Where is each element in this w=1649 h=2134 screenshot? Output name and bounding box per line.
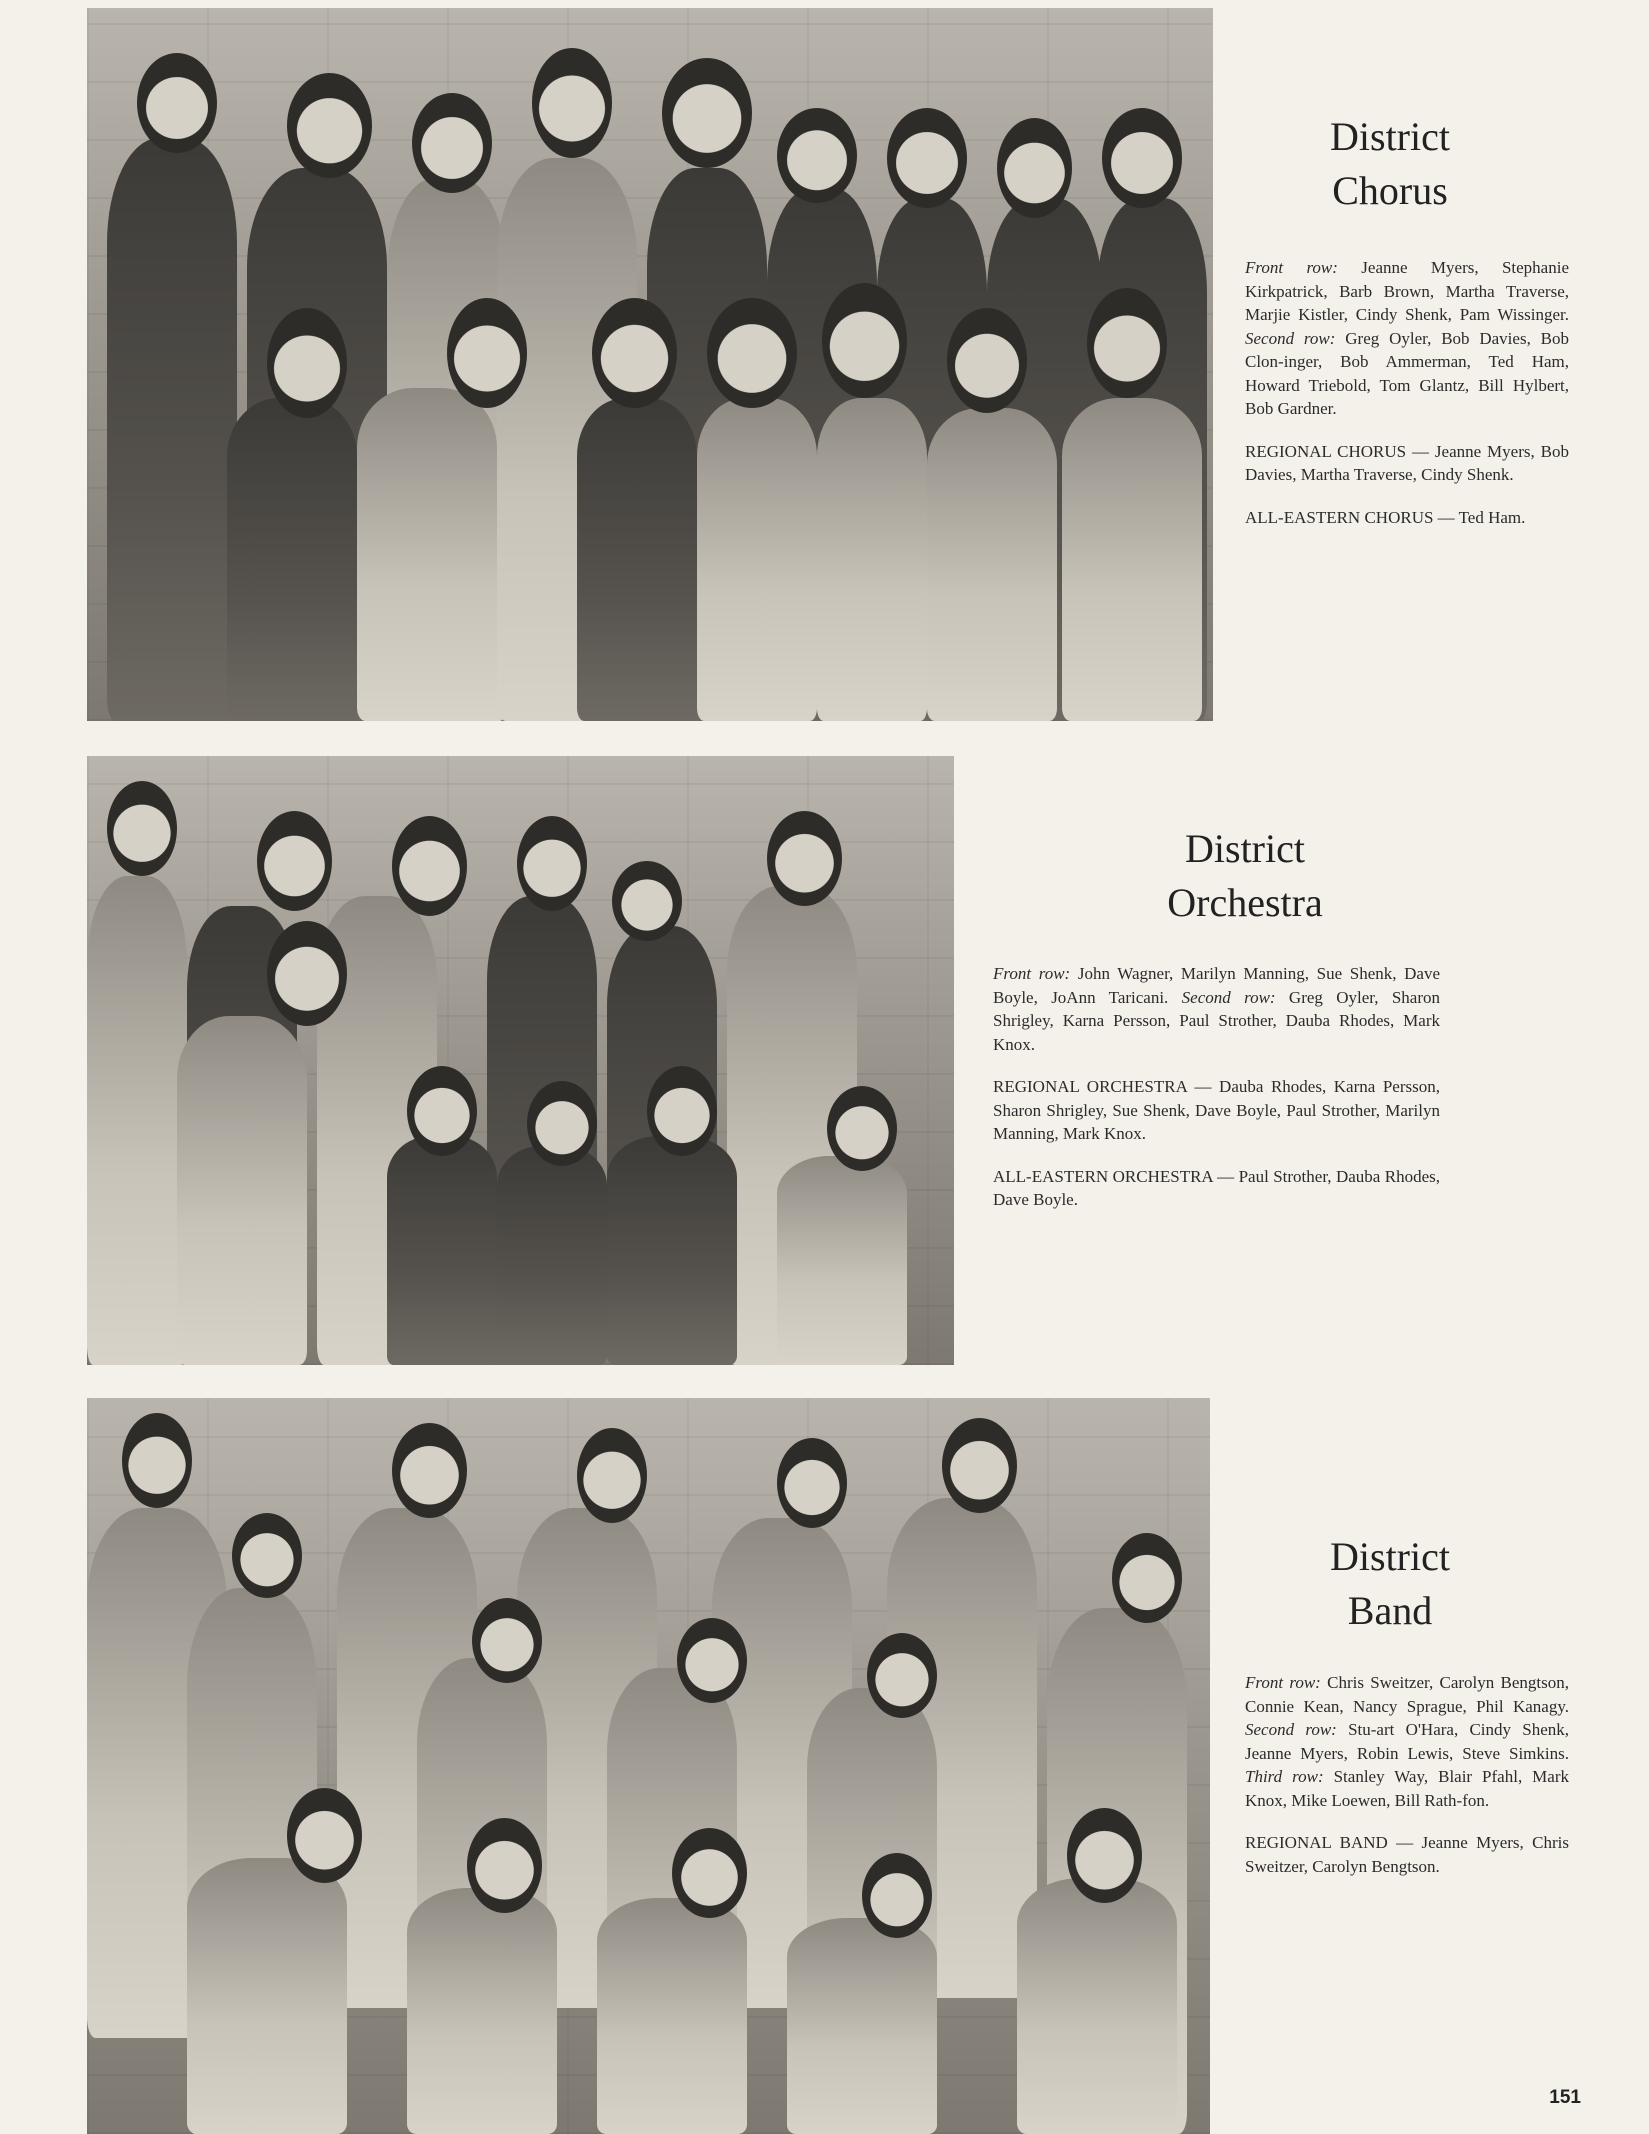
band-title-line1: District [1330,1534,1450,1579]
chorus-rows [1245,256,1569,421]
chorus-photo [87,8,1213,721]
chorus-all-eastern: ALL-EASTERN CHORUS — Ted Ham. [1245,507,1526,527]
band-group [87,1398,1210,2134]
orchestra-title-line2: Orchestra [1167,880,1323,925]
chorus-title-line2: Chorus [1332,168,1448,213]
band-title-line2: Band [1347,1588,1433,1633]
orchestra-title-line1: District [1185,826,1305,871]
chorus-second-names: Greg Oyler, Bob Davies, Bob Clon-inger, Bob Ammerman, Ted Ham, Howard Triebold, Tom Glantz, Bill Hylbert, Bob Gardner. [1245,328,1569,418]
orchestra-title [1100,822,1390,930]
orchestra-all-eastern: ALL-EASTERN ORCHESTRA — Paul Strother, Dauba Rhodes, Dave Boyle. [993,1166,1440,1209]
band-rows [1245,1671,1569,1812]
chorus-caption [1245,256,1569,548]
chorus-group [87,8,1213,721]
orchestra-front-label: Front row: [993,964,1071,983]
orchestra-rows [993,962,1440,1056]
band-second-names: Stu-art O'Hara, Cindy Shenk, Jeanne Myers, Robin Lewis, Steve Simkins. [1245,1720,1570,1763]
orchestra-group [87,756,954,1365]
chorus-front-label: Front row: [1245,258,1338,277]
band-third-label: Third row: [1245,1767,1324,1786]
orchestra-second-names: Greg Oyler, Sharon Shrigley, Karna Persson, Paul Strother, Dauba Rhodes, Mark Knox. [993,987,1441,1054]
orchestra-front-names: John Wagner, Marilyn Manning, Sue Shenk, Dave Boyle, JoAnn Taricani. [993,964,1440,1007]
chorus-second-label: Second row: [1245,328,1336,348]
chorus-regional: REGIONAL CHORUS — Jeanne Myers, Bob Davies, Martha Traverse, Cindy Shenk. [1245,441,1569,484]
chorus-title [1245,110,1535,218]
band-front-names: Chris Sweitzer, Carolyn Bengtson, Connie Kean, Nancy Sprague, Phil Kanagy. [1245,1673,1570,1716]
band-third-names: Stanley Way, Blair Pfahl, Mark Knox, Mike Loewen, Bill Rath-fon. [1245,1767,1569,1810]
band-title [1245,1530,1535,1638]
band-front-label: Front row: [1245,1673,1321,1692]
orchestra-second-label: Second row: [1181,987,1276,1007]
band-photo [87,1398,1210,2134]
band-regional: REGIONAL BAND — Jeanne Myers, Chris Sweitzer, Carolyn Bengtson. [1245,1833,1569,1876]
chorus-front-names: Jeanne Myers, Stephanie Kirkpatrick, Barb Brown, Martha Traverse, Marjie Kistler, Cindy Shenk, Pam Wissinger. [1245,258,1569,324]
chorus-title-line1: District [1330,114,1450,159]
orchestra-photo [87,756,954,1365]
orchestra-caption [993,962,1440,1231]
orchestra-regional: REGIONAL ORCHESTRA — Dauba Rhodes, Karna Persson, Sharon Shrigley, Sue Shenk, Dave Boyle, Paul Strother, Marilyn Manning, Mark Knox. [993,1077,1440,1143]
band-caption [1245,1671,1569,1897]
page-number: 151 [1549,2087,1581,2108]
band-second-label: Second row: [1245,1720,1337,1739]
